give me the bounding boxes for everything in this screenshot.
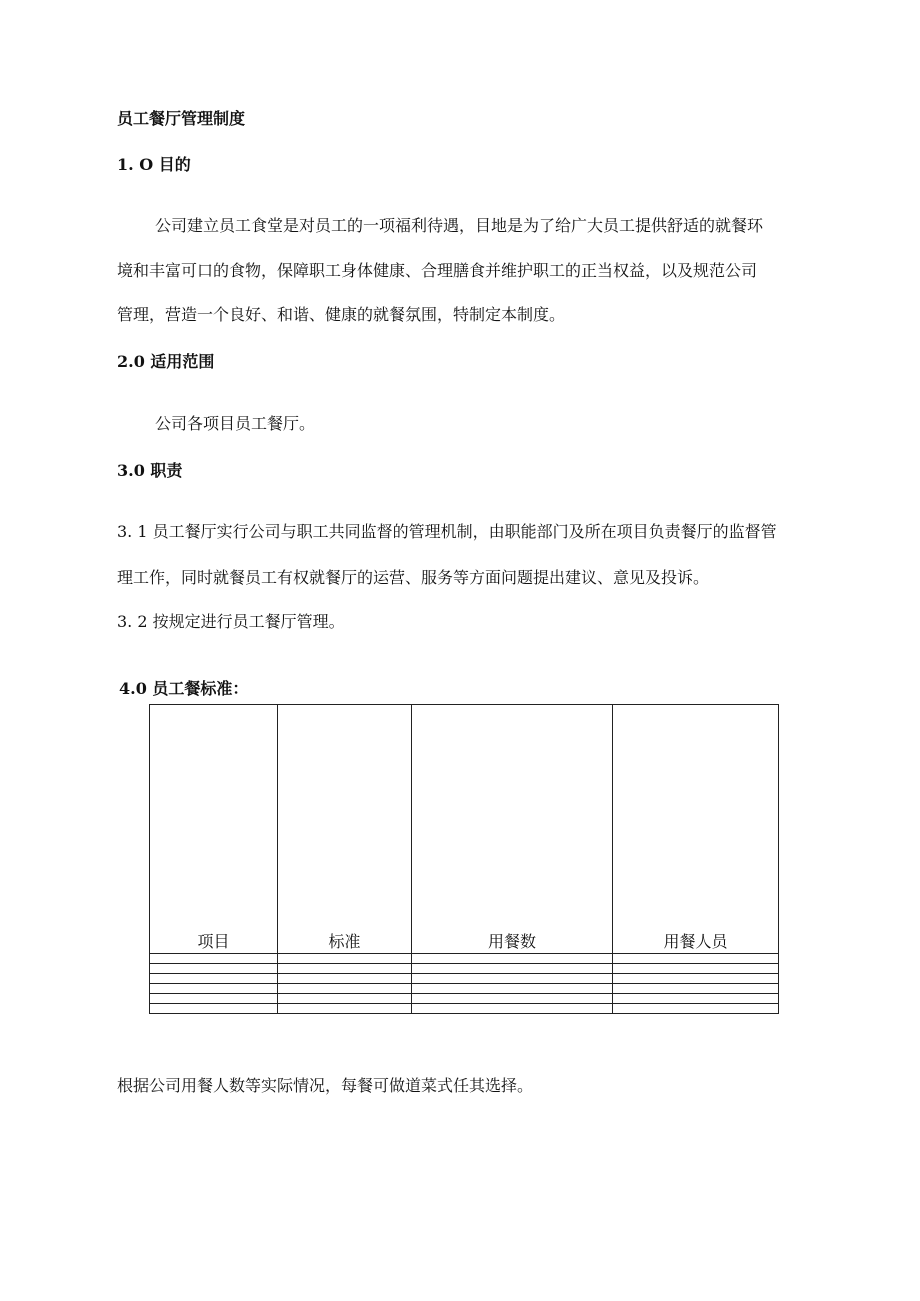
table-cell bbox=[278, 984, 412, 994]
table-row bbox=[150, 1003, 779, 1013]
table-row bbox=[150, 964, 779, 974]
closing-note: 根据公司用餐人数等实际情况，每餐可做道菜式任其选择。 bbox=[117, 1076, 534, 1095]
document-title: 员工餐厅管理制度 bbox=[117, 109, 246, 128]
table-cell bbox=[150, 994, 278, 1004]
section-1-heading: 1. O 目的 bbox=[117, 155, 191, 174]
table-cell bbox=[150, 1003, 278, 1013]
section-2-text: 公司各项目员工餐厅。 bbox=[155, 414, 316, 433]
table-cell bbox=[150, 954, 278, 964]
table-cell bbox=[278, 954, 412, 964]
table-cell bbox=[412, 964, 613, 974]
table-cell bbox=[613, 994, 779, 1004]
table-cell bbox=[613, 1003, 779, 1013]
table-row bbox=[150, 994, 779, 1004]
table-cell bbox=[412, 1003, 613, 1013]
table-cell bbox=[412, 984, 613, 994]
section-4-heading: 4.0 员工餐标准： bbox=[119, 679, 249, 698]
table-header-cell: 用餐数 bbox=[412, 705, 613, 954]
table-cell bbox=[613, 954, 779, 964]
table-cell bbox=[613, 984, 779, 994]
table-row bbox=[150, 974, 779, 984]
section-3-heading: 3.0 职责 bbox=[117, 461, 183, 480]
section-1-line-3: 管理，营造一个良好、和谐、健康的就餐氛围，特制定本制度。 bbox=[117, 305, 566, 324]
table-cell bbox=[278, 1003, 412, 1013]
table-cell bbox=[150, 984, 278, 994]
section-1-line-1: 公司建立员工食堂是对员工的一项福利待遇，目地是为了给广大员工提供舒适的就餐环 bbox=[155, 216, 764, 235]
table-cell bbox=[412, 954, 613, 964]
table-cell bbox=[412, 974, 613, 984]
meal-standard-table bbox=[149, 704, 779, 1014]
table-cell bbox=[278, 964, 412, 974]
table-cell bbox=[150, 974, 278, 984]
table-row bbox=[150, 954, 779, 964]
section-3-line-2: 理工作，同时就餐员工有权就餐厅的运营、服务等方面问题提出建议、意见及投诉。 bbox=[117, 568, 710, 587]
table-cell bbox=[278, 974, 412, 984]
table-header-cell: 标准 bbox=[278, 705, 412, 954]
section-3-line-3: 3. 2 按规定进行员工餐厅管理。 bbox=[117, 612, 345, 631]
table-cell bbox=[613, 964, 779, 974]
section-3-line-1: 3. 1 员工餐厅实行公司与职工共同监督的管理机制，由职能部门及所在项目负责餐厅的监督管 bbox=[117, 522, 777, 541]
table-cell bbox=[412, 994, 613, 1004]
table-header-cell: 项目 bbox=[150, 705, 278, 954]
section-2-heading: 2.0 适用范围 bbox=[117, 352, 215, 371]
table-row bbox=[150, 984, 779, 994]
table-cell bbox=[613, 974, 779, 984]
section-1-line-2: 境和丰富可口的食物，保障职工身体健康、合理膳食并维护职工的正当权益，以及规范公司 bbox=[117, 261, 758, 280]
table-cell bbox=[278, 994, 412, 1004]
table-cell bbox=[150, 964, 278, 974]
table-header-row bbox=[150, 705, 779, 954]
table-header-cell: 用餐人员 bbox=[613, 705, 779, 954]
